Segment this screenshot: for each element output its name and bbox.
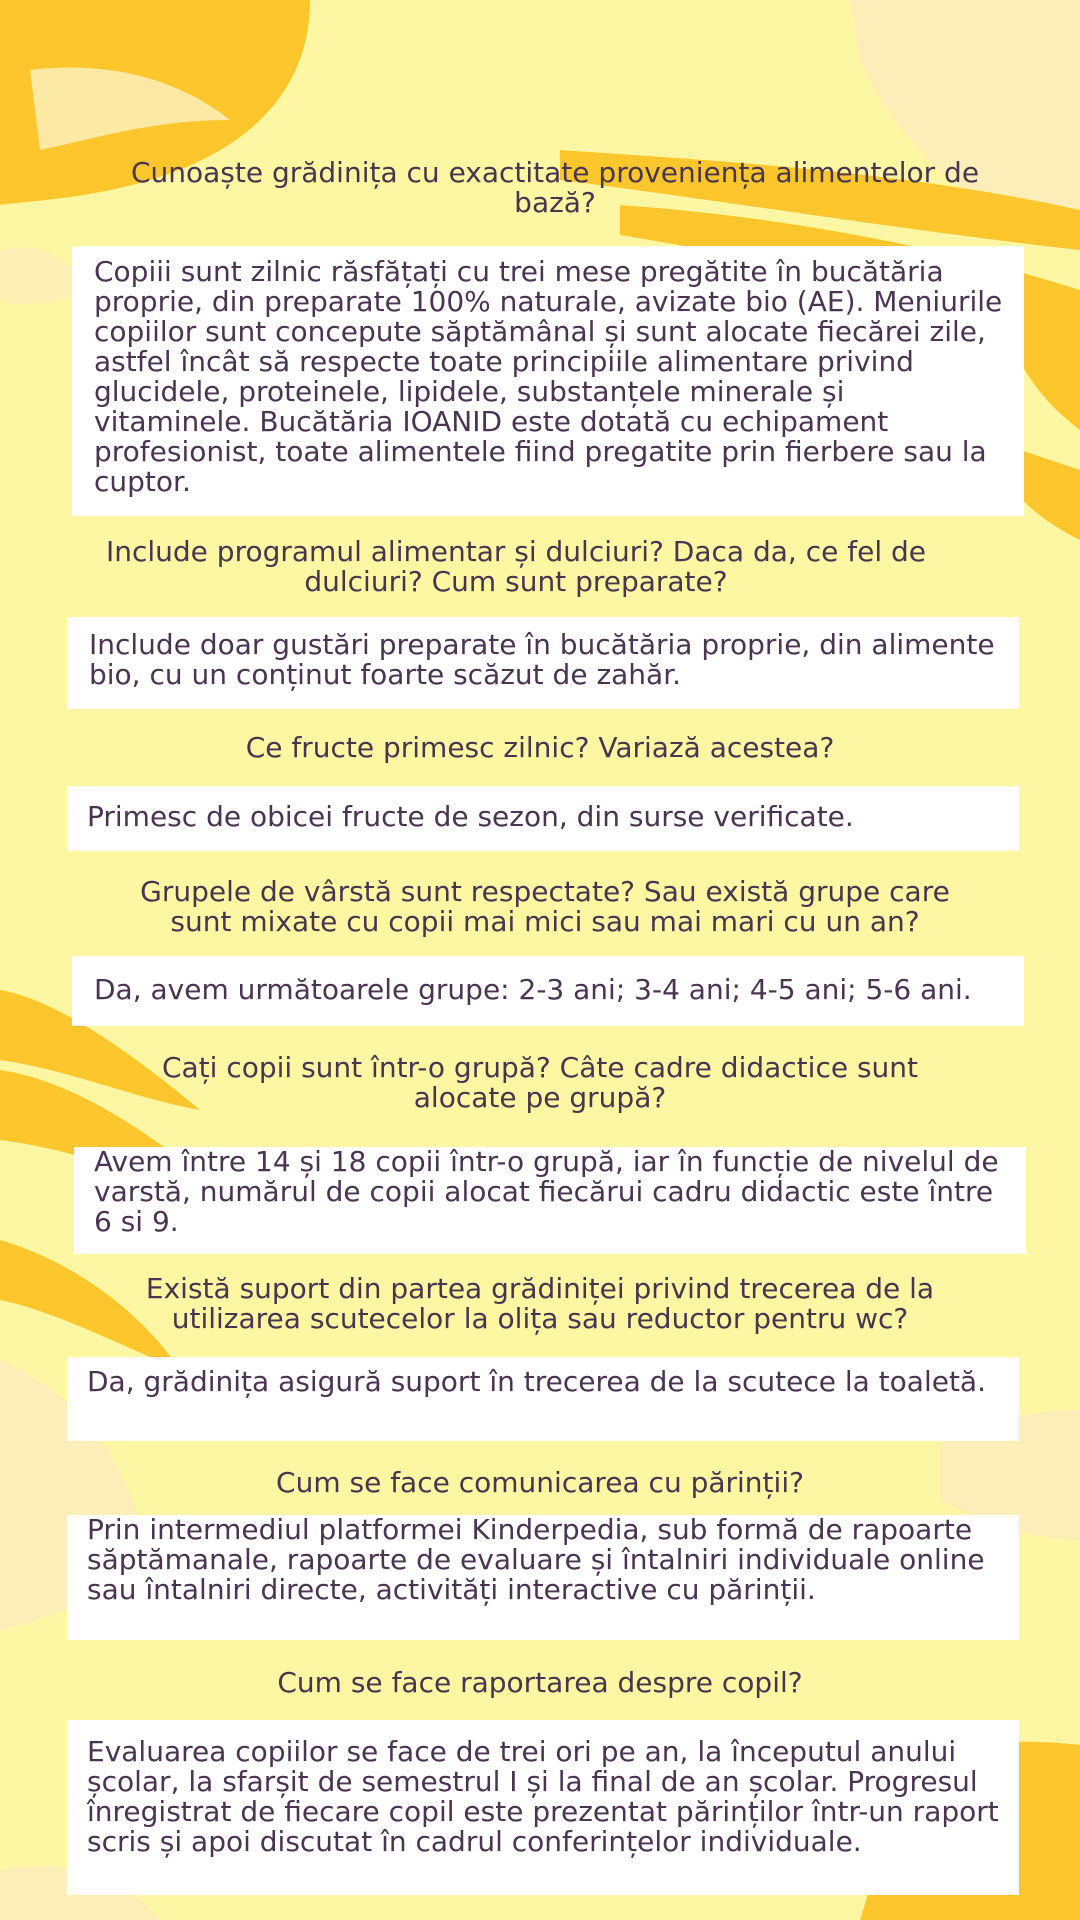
- faq-answer-5: Avem între 14 și 18 copii într-o grupă, iar în funcție de nivelul de varstă, numărul de copii alocat fiecărui cadru didactic este între 6 si 9.: [74, 1147, 1026, 1254]
- faq-answer-7: Prin intermediul platformei Kinderpedia, sub formă de rapoarte săptămanale, rapoarte de evaluare și întalniri individuale online sau întalniri directe, activități interactive cu părinții.: [67, 1515, 1019, 1640]
- faq-question-4: Grupele de vârstă sunt respectate? Sau există grupe care sunt mixate cu copii mai mici sau mai mari cu un an?: [140, 875, 950, 938]
- faq-answer-3: Primesc de obicei fructe de sezon, din surse verificate.: [67, 786, 1019, 851]
- faq-question-6: Există suport din partea grădiniței privind trecerea de la utilizarea scutecelor la olița sau reductor pentru wc?: [145, 1272, 935, 1335]
- faq-answer-8: Evaluarea copiilor se face de trei ori pe an, la începutul anului școlar, la sfarșit de semestrul I și la final de an școlar. Progresul înregistrat de fiecare copil este prezentat părinților într-un raport scris și apoi discutat în cadrul conferințelor individuale.: [67, 1720, 1019, 1895]
- faq-question-7: Cum se face comunicarea cu părinții?: [276, 1466, 804, 1499]
- faq-answer-4: Da, avem următoarele grupe: 2-3 ani; 3-4 ani; 4-5 ani; 5-6 ani.: [72, 956, 1024, 1026]
- faq-question-1: Cunoaște grădinița cu exactitate proveniența alimentelor de bază?: [130, 156, 980, 219]
- faq-answer-1: Copiii sunt zilnic răsfățați cu trei mese pregătite în bucătăria proprie, din preparate 100% naturale, avizate bio (AE). Meniurile copiilor sunt concepute săptămânal și sunt alocate fiecărei zile, astfel încât să respecte toate principiile alimentare privind glucidele, proteinele, lipidele, substanțele minerale și vitaminele. Bucătăria IOANID este dotată cu echipament profesionist, toate alimentele fiind pregatite prin fierbere sau la cuptor.: [72, 246, 1024, 516]
- faq-answer-6: Da, grădinița asigură suport în trecerea de la scutece la toaletă.: [67, 1357, 1019, 1441]
- faq-question-5: Cați copii sunt într-o grupă? Câte cadre didactice sunt alocate pe grupă?: [161, 1051, 919, 1114]
- faq-answer-2: Include doar gustări preparate în bucătăria proprie, din alimente bio, cu un conținut foarte scăzut de zahăr.: [67, 617, 1019, 709]
- faq-question-3: Ce fructe primesc zilnic? Variază acestea?: [245, 731, 835, 764]
- faq-question-2: Include programul alimentar și dulciuri? Daca da, ce fel de dulciuri? Cum sunt preparate?: [105, 535, 926, 598]
- faq-question-8: Cum se face raportarea despre copil?: [277, 1666, 803, 1699]
